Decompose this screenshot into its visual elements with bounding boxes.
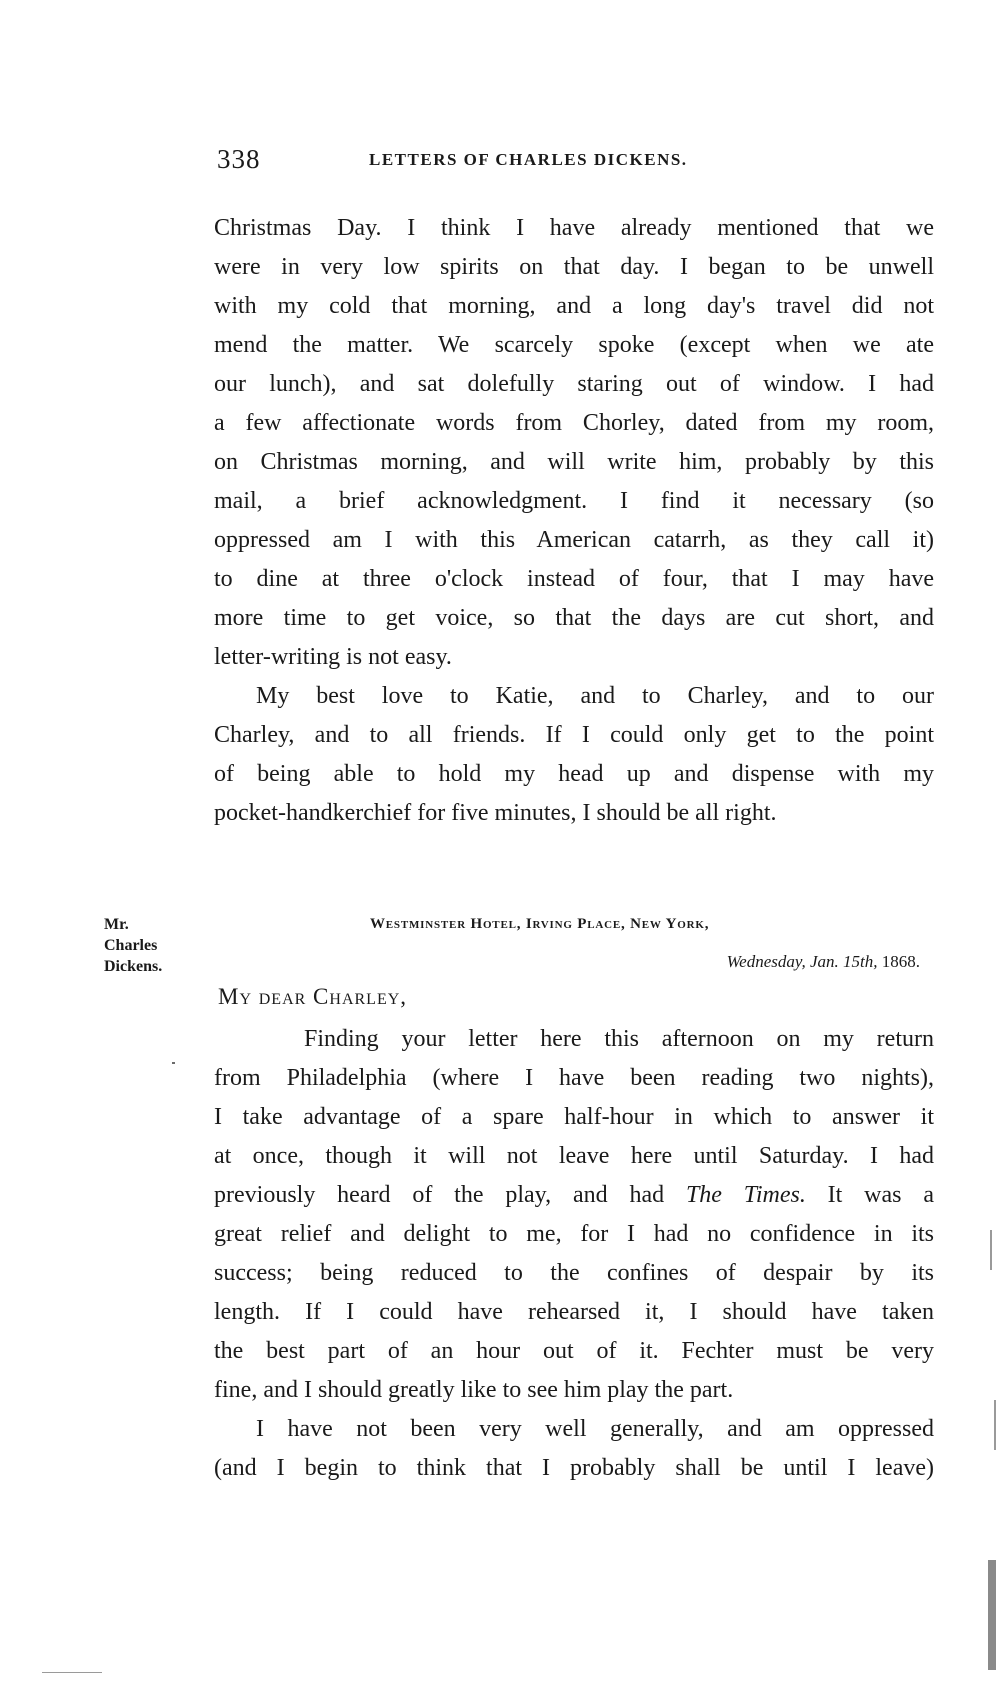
paragraph-finding-letter — [214, 1020, 934, 1410]
text-line: success; being reduced to the confines of despair by its — [214, 1260, 934, 1286]
text-line: on Christmas morning, and will write him, probably by this — [214, 449, 934, 475]
letter-salutation: My dear Charley, — [218, 984, 408, 1009]
sidenote-line: Dickens. — [104, 958, 163, 975]
newspaper-title: The Times. — [685, 1182, 806, 1208]
text-line: with my cold that morning, and a long day's travel did not — [214, 293, 934, 319]
text-line: Charley, and to all friends. If I could only get to the point — [214, 722, 934, 748]
text-segment: previously heard of the play, and had — [214, 1182, 686, 1208]
text-line: great relief and delight to me, for I had no confidence in its — [214, 1221, 934, 1247]
scan-artifact — [990, 1230, 992, 1270]
scan-artifact — [994, 1400, 996, 1450]
text-segment: It was a — [805, 1182, 935, 1208]
text-line: mend the matter. We scarcely spoke (except when we ate — [214, 332, 934, 358]
text-line: My best love to Katie, and to Charley, and to our — [256, 683, 934, 709]
paragraph-not-well — [214, 1410, 934, 1488]
text-line: at once, though it will not leave here until Saturday. I had — [214, 1143, 934, 1169]
page-number: 338 — [217, 144, 261, 174]
text-line: of being able to hold my head up and dispense with my — [214, 761, 934, 787]
text-line: letter-writing is not easy. — [214, 644, 452, 670]
letter-date — [727, 952, 920, 972]
sidenote-line: Charles — [104, 937, 158, 954]
scan-artifact — [42, 1672, 102, 1673]
text-line: Christmas Day. I think I have already mentioned that we — [214, 215, 934, 241]
text-line: I have not been very well generally, and am oppressed — [256, 1416, 934, 1442]
text-line: our lunch), and sat dolefully staring out of window. I had — [214, 371, 934, 397]
text-line: more time to get voice, so that the days are cut short, and — [214, 605, 934, 631]
running-title: LETTERS OF CHARLES DICKENS. — [369, 150, 688, 169]
margin-recipient-note — [104, 914, 194, 977]
letter-date-year: 1868. — [877, 952, 920, 971]
letter-address: Westminster Hotel, Irving Place, New York, — [370, 916, 710, 932]
scan-artifact — [988, 1560, 996, 1670]
text-line: Finding your letter here this afternoon on my return — [304, 1026, 934, 1052]
running-head — [217, 144, 777, 178]
letter-date-day: Wednesday, Jan. 15th, — [726, 952, 878, 971]
sidenote-line: Mr. — [104, 916, 129, 933]
paragraph-best-love — [214, 677, 934, 833]
text-line: a few affectionate words from Chorley, dated from my room, — [214, 410, 934, 436]
paragraph-christmas-day — [214, 209, 934, 677]
text-line: oppressed am I with this American catarrh, as they call it) — [214, 527, 934, 553]
text-line: mail, a brief acknowledgment. I find it necessary (so — [214, 488, 934, 514]
text-line: pocket-handkerchief for five minutes, I should be all right. — [214, 800, 777, 826]
text-line: to dine at three o'clock instead of four, that I may have — [214, 566, 934, 592]
text-line: were in very low spirits on that day. I began to be unwell — [214, 254, 934, 280]
text-line: fine, and I should greatly like to see him play the part. — [214, 1377, 734, 1403]
text-line: (and I begin to think that I probably shall be until I leave) — [214, 1455, 934, 1481]
text-line: the best part of an hour out of it. Fechter must be very — [214, 1338, 934, 1364]
text-line: from Philadelphia (where I have been reading two nights), — [214, 1065, 934, 1091]
text-line: length. If I could have rehearsed it, I should have taken — [214, 1299, 934, 1325]
text-line — [214, 1176, 934, 1215]
text-line: I take advantage of a spare half-hour in which to answer it — [214, 1104, 934, 1130]
scan-artifact — [172, 1062, 175, 1064]
